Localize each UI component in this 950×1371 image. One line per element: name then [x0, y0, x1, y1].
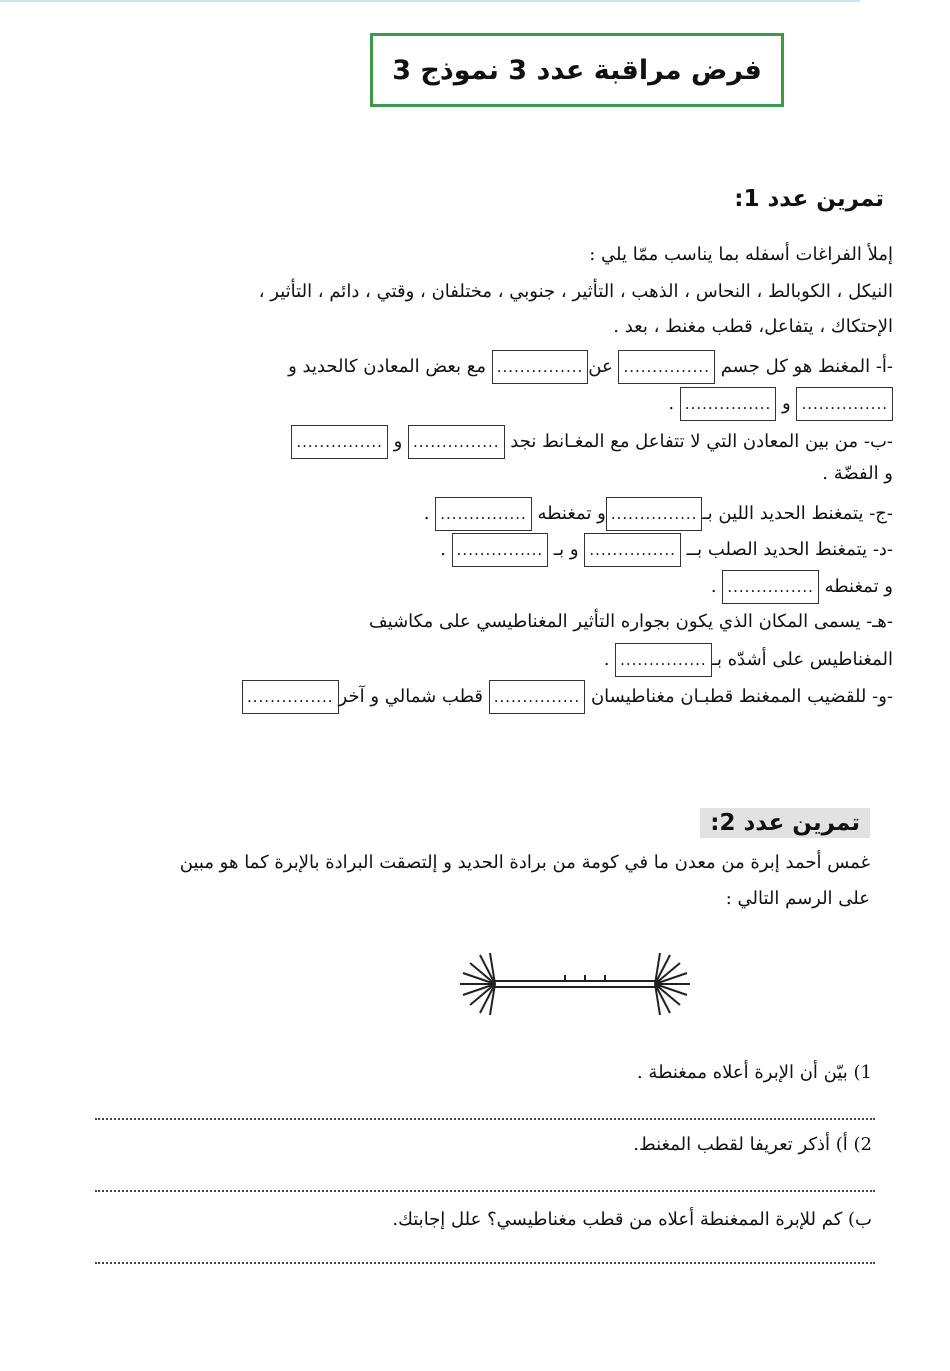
line-text: مع بعض المعادن كالحديد و	[288, 356, 492, 377]
question-2b: ب) كم للإبرة الممغنطة أعلاه من قطب مغناطيسي؟ علل إجابتك.	[392, 1209, 872, 1230]
fill-in-blank[interactable]: ...............	[242, 680, 339, 714]
fill-in-blank[interactable]: ...............	[435, 497, 532, 531]
line-text: .	[603, 649, 616, 670]
exercise2-intro-line: على الرسم التالي :	[725, 888, 870, 909]
question-1: 1) بيّن أن الإبرة أعلاه ممغنطة .	[636, 1062, 872, 1083]
magnetized-needle-figure	[455, 945, 695, 1025]
line-text: -د- يتمغنط الحديد الصلب بــ	[680, 539, 893, 560]
fill-in-blank[interactable]: ...............	[408, 425, 505, 459]
exercise1-line	[242, 680, 893, 714]
line-text: و بـ	[548, 539, 585, 560]
exercise1-line	[259, 277, 893, 307]
exercise1-line	[822, 459, 893, 489]
line-text: -و- للقضيب الممغنط قطبـان مغناطيسان	[585, 686, 893, 707]
exercise1-line	[440, 533, 893, 567]
fill-in-blank[interactable]: ...............	[722, 570, 819, 604]
exercise1-line	[604, 643, 893, 677]
line-text: .	[440, 539, 452, 560]
exercise1-line	[291, 425, 893, 459]
answer-line[interactable]	[95, 1262, 875, 1264]
line-text: قطب شمالي و آخر	[338, 686, 489, 707]
line-text: و	[776, 393, 797, 414]
answer-line[interactable]	[95, 1118, 875, 1120]
line-text: المغناطيس على أشدّه بـ	[711, 649, 893, 670]
line-text: الإحتكاك ، يتفاعل، قطب مغنط ، بعد .	[613, 316, 893, 337]
line-text: و الفضّة .	[822, 463, 893, 484]
fill-in-blank[interactable]: ...............	[291, 425, 388, 459]
line-text: و تمغنطه	[818, 576, 893, 597]
exercise1-heading: تمرين عدد 1:	[734, 186, 884, 212]
fill-in-blank[interactable]: ...............	[606, 497, 703, 531]
fill-in-blank[interactable]: ...............	[489, 680, 586, 714]
line-text: و تمغنطه	[531, 503, 606, 524]
exercise1-line	[589, 240, 893, 270]
line-text: -ج- يتمغنط الحديد اللين بـ	[702, 503, 893, 524]
exercise1-line	[288, 350, 893, 384]
fill-in-blank[interactable]: ...............	[618, 350, 715, 384]
line-text: -هـ- يسمى المكان الذي يكون بجواره التأثير المغناطيسي على مكاشيف	[369, 611, 893, 632]
line-text: إملأ الفراغات أسفله بما يناسب ممّا يلي :	[589, 244, 893, 265]
exercise1-line	[369, 607, 893, 637]
line-text: .	[710, 576, 723, 597]
fill-in-blank[interactable]: ...............	[615, 643, 712, 677]
line-text: .	[668, 393, 680, 414]
fill-in-blank[interactable]: ...............	[796, 387, 893, 421]
line-text: -أ- المغنط هو كل جسم	[714, 356, 893, 377]
exercise2-intro-line: غمس أحمد إبرة من معدن ما في كومة من برادة الحديد و إلتصقت البرادة بالإبرة كما هو مبين	[179, 852, 870, 873]
line-text: .	[423, 503, 436, 524]
exercise1-line	[711, 570, 893, 604]
top-edge-line	[0, 0, 860, 2]
exercise1-line	[668, 387, 893, 421]
line-text: و	[387, 431, 409, 452]
fill-in-blank[interactable]: ...............	[680, 387, 777, 421]
fill-in-blank[interactable]: ...............	[584, 533, 681, 567]
exercise1-line	[424, 497, 893, 531]
title-text: فرض مراقبة عدد 3 نموذج 3	[392, 54, 762, 86]
fill-in-blank[interactable]: ...............	[452, 533, 549, 567]
line-text: -ب- من بين المعادن التي لا تتفاعل مع المغـانط نجد	[504, 431, 893, 452]
exercise1-line	[613, 312, 893, 342]
answer-line[interactable]	[95, 1190, 875, 1192]
line-text: عن	[588, 356, 619, 377]
page-title	[370, 33, 784, 107]
fill-in-blank[interactable]: ...............	[492, 350, 589, 384]
exercise2-heading: تمرين عدد 2:	[700, 808, 870, 838]
line-text: النيكل ، الكوبالط ، النحاس ، الذهب ، التأثير ، جنوبي ، مختلفان ، وقتي ، دائم ، التأثير ،	[258, 281, 893, 302]
question-2a: 2) أ) أذكر تعريفا لقطب المغنط.	[633, 1134, 872, 1155]
